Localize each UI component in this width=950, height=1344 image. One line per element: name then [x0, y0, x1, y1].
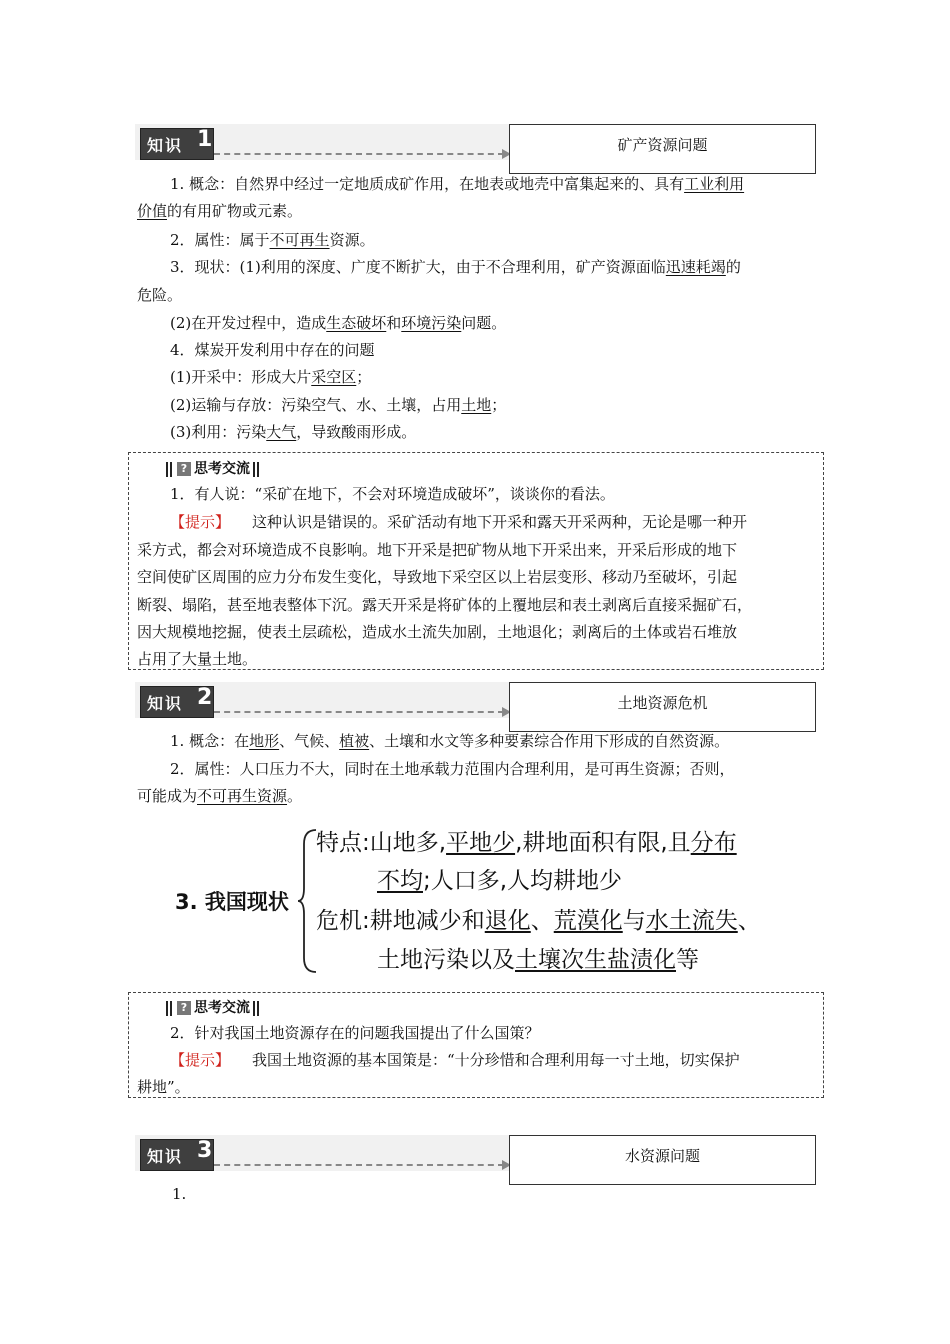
- knowledge-3-badge: [140, 1139, 214, 1171]
- think1-answer-3: 空间使矿区周围的应力分布发生变化，导致地下采空区以上岩层变形、移动乃至破坏，引起: [137, 568, 738, 586]
- think-head-2: ? 思考交流: [166, 997, 261, 1017]
- s1-line-8: (1)开采中：形成大片采空区；: [170, 368, 372, 386]
- dashed-arrow: [214, 153, 504, 155]
- think1-answer-5: 因大规模地挖掘，使表土层疏松，造成水土流失加剧，土地退化；剥离后的土体或岩石堆放: [137, 623, 738, 641]
- status-title: 3. 我国现状: [175, 890, 289, 914]
- think2-answer-1: 【提示】 我国土地资源的基本国策是：“十分珍惜和合理利用每一寸土地，切实保护: [170, 1051, 740, 1069]
- think2-question: 2．针对我国土地资源存在的问题我国提出了什么国策？: [170, 1024, 540, 1042]
- think1-answer-6: 占用了大量土地。: [137, 650, 258, 668]
- big-brace-icon: [296, 828, 318, 974]
- s1-line-3: 2．属性：属于不可再生资源。: [170, 231, 375, 249]
- status-crisis-line-2: 土地污染以及土壤次生盐渍化等: [377, 947, 699, 973]
- knowledge-label: 知识: [147, 1147, 184, 1166]
- think2-answer-2: 耕地”。: [137, 1078, 190, 1096]
- s1-line-10: (3)利用：污染大气，导致酸雨形成。: [170, 423, 417, 441]
- s1-line-1: 1. 概念：自然界中经过一定地质成矿作用，在地表或地壳中富集起来的、具有工业利用: [170, 175, 745, 193]
- s2-line-3: 可能成为不可再生资源。: [137, 787, 303, 805]
- section-title-water: 水资源问题: [509, 1135, 816, 1185]
- s1-line-2: 价值的有用矿物或元素。: [137, 202, 303, 220]
- knowledge-2-badge: [140, 686, 214, 718]
- s1-line-6: (2)在开发过程中，造成生态破坏和环境污染问题。: [170, 314, 507, 332]
- knowledge-label: 知识: [147, 136, 184, 155]
- status-feature-line-2: 不均;人口多,人均耕地少: [377, 868, 623, 894]
- knowledge-number: 2: [197, 685, 213, 710]
- think1-answer-1: 【提示】 这种认识是错误的。采矿活动有地下开采和露天开采两种，无论是哪一种开: [170, 513, 748, 531]
- s1-line-7: 4．煤炭开发利用中存在的问题: [170, 341, 375, 359]
- s1-line-5: 危险。: [137, 286, 183, 304]
- s2-line-1: 1. 概念：在地形、气候、植被、土壤和水文等多种要素综合作用下形成的自然资源。: [170, 732, 730, 750]
- dashed-arrow: [214, 711, 504, 713]
- knowledge-number: 3: [197, 1138, 213, 1163]
- status-crisis-line-1: 危机:耕地减少和退化、荒漠化与水土流失、: [316, 908, 761, 934]
- question-icon: ?: [177, 1001, 191, 1015]
- section-title-land: 土地资源危机: [509, 682, 816, 732]
- think-head-1: ? 思考交流: [166, 458, 261, 478]
- dashed-arrow: [214, 1164, 504, 1166]
- status-feature-line-1: 特点:山地多,平地少,耕地面积有限,且分布: [316, 830, 737, 856]
- knowledge-number: 1: [197, 127, 213, 152]
- hint-label: 【提示】: [170, 513, 231, 531]
- hint-label: 【提示】: [170, 1051, 231, 1069]
- think1-question: 1．有人说：“采矿在地下，不会对环境造成破坏”，谈谈你的看法。: [170, 485, 615, 503]
- s1-line-4: 3．现状：(1)利用的深度、广度不断扩大，由于不合理利用，矿产资源面临迅速耗竭的: [170, 258, 741, 276]
- think1-answer-2: 采方式，都会对环境造成不良影响。地下开采是把矿物从地下开采出来，开采后形成的地下: [137, 541, 738, 559]
- s2-line-2: 2．属性：人口压力不大，同时在土地承载力范围内合理利用，是可再生资源；否则，: [170, 760, 735, 778]
- knowledge-1-badge: [140, 128, 214, 160]
- knowledge-label: 知识: [147, 694, 184, 713]
- think1-answer-4: 断裂、塌陷，甚至地表整体下沉。露天开采是将矿体的上覆地层和表土剥离后直接采掘矿石，: [137, 596, 753, 614]
- section-title-mineral: 矿产资源问题: [509, 124, 816, 174]
- s3-line-1: 1.: [172, 1185, 187, 1203]
- question-icon: ?: [177, 462, 191, 476]
- s1-line-9: (2)运输与存放：污染空气、水、土壤，占用土地；: [170, 396, 507, 414]
